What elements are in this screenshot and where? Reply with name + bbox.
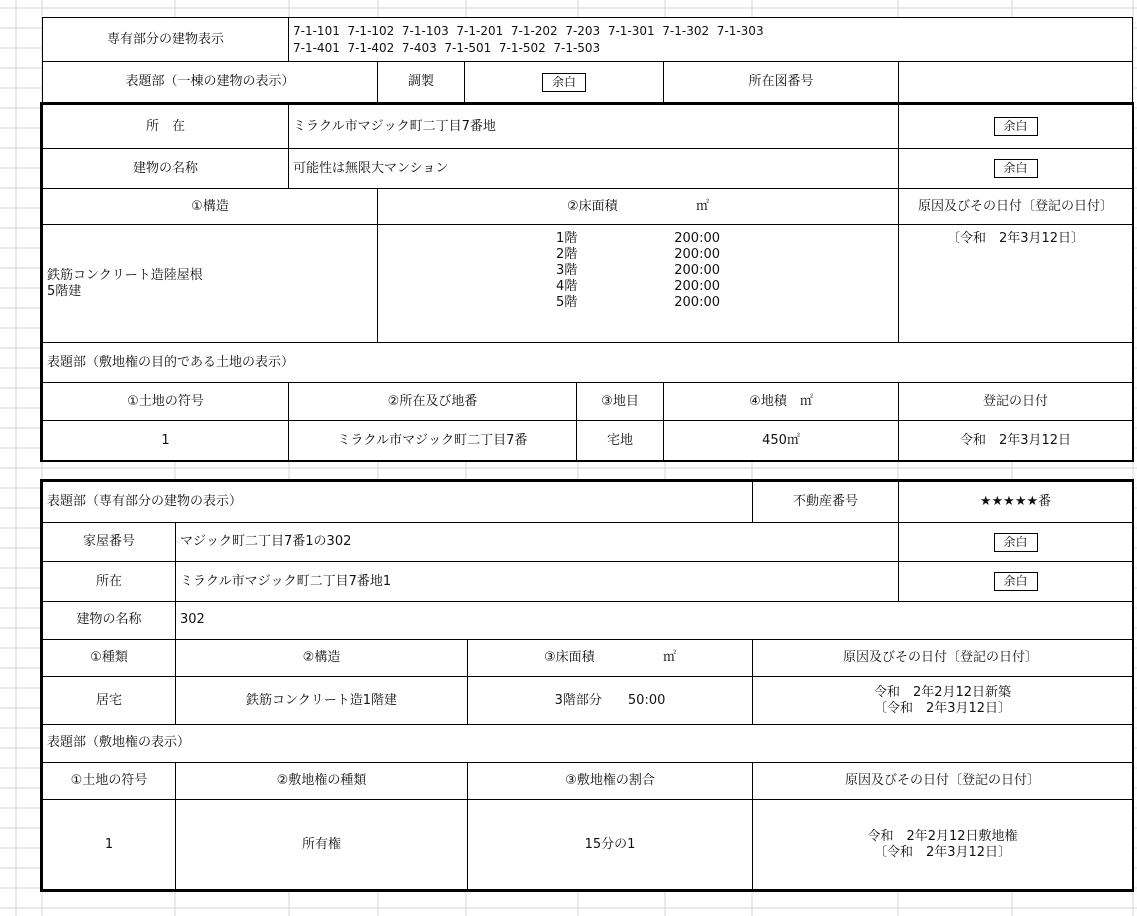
land-category: 宅地 <box>577 421 664 461</box>
floor-area-unit: ㎡ <box>695 198 709 214</box>
structure-value <box>43 225 378 343</box>
unit-location-blank-stamp: 余白 <box>994 572 1038 591</box>
cause-header: 原因及びその日付〔登記の日付〕 <box>899 189 1133 225</box>
whole-building-title: 表題部（一棟の建物の表示） <box>43 62 378 103</box>
building-units-header <box>42 17 1132 102</box>
building-name-label: 建物の名称 <box>43 149 289 189</box>
floor-area: 200:00 <box>674 295 720 310</box>
land-date: 令和 2年3月12日 <box>899 421 1133 461</box>
house-no-value: マジック町二丁目7番1の302 <box>176 522 899 562</box>
site-type: 所有権 <box>176 800 468 890</box>
unit-floor-area-unit: ㎡ <box>662 649 676 665</box>
land-header-date: 登記の日付 <box>899 383 1133 421</box>
site-right-section-title: 表題部（敷地権の表示） <box>43 725 1133 763</box>
floor-row <box>382 263 894 279</box>
floor-label: 2階 <box>556 247 578 262</box>
building-name-blank-stamp: 余白 <box>994 159 1038 178</box>
building-name-blank-cell <box>899 149 1133 189</box>
unit-kind: 居宅 <box>43 677 176 725</box>
structure-header: ①構造 <box>43 189 378 225</box>
floor-area-header <box>378 189 899 225</box>
floor-area: 200:00 <box>674 263 720 278</box>
unit-cause-line-1: 令和 2年2月12日新築 <box>873 684 1012 700</box>
unit-section-title: 表題部（専有部分の建物の表示） <box>43 482 753 523</box>
floor-area: 200:00 <box>674 279 720 294</box>
unit-header-floor-area <box>468 639 753 677</box>
whole-building-section <box>40 102 1134 462</box>
unit-header-cause: 原因及びその日付〔登記の日付〕 <box>753 639 1133 677</box>
map-number-value <box>899 62 1133 103</box>
unit-cause-line-2: 〔令和 2年3月12日〕 <box>873 700 1012 716</box>
structure-line-2: 5階建 <box>47 283 82 299</box>
unit-location-label: 所在 <box>43 562 176 602</box>
unit-location-value: ミラクル市マジック町二丁目7番地1 <box>176 562 899 602</box>
floor-label: 5階 <box>556 295 578 310</box>
floor-label: 1階 <box>556 231 578 246</box>
real-estate-no-value: ★★★★★番 <box>899 482 1133 523</box>
site-header-code: ①土地の符号 <box>43 762 176 800</box>
site-header-ratio: ③敷地権の割合 <box>468 762 753 800</box>
floor-area-header-label: ②床面積 <box>567 198 618 214</box>
land-section-title: 表題部（敷地権の目的である土地の表示） <box>43 343 1133 383</box>
unit-location-blank-cell <box>899 562 1133 602</box>
chousei-cell <box>465 62 664 103</box>
floor-area: 200:00 <box>674 247 720 262</box>
map-number-label: 所在図番号 <box>664 62 899 103</box>
unit-name-label: 建物の名称 <box>43 601 176 639</box>
house-no-blank-stamp: 余白 <box>994 533 1038 552</box>
rooms-label: 専有部分の建物表示 <box>43 18 289 62</box>
land-code: 1 <box>43 421 289 461</box>
building-name-value: 可能性は無限大マンション <box>289 149 899 189</box>
cause-value: 〔令和 2年3月12日〕 <box>899 225 1133 343</box>
site-code: 1 <box>43 800 176 890</box>
site-cause <box>753 800 1133 890</box>
structure-line-1: 鉄筋コンクリート造陸屋根 <box>47 267 203 283</box>
house-no-label: 家屋番号 <box>43 522 176 562</box>
site-ratio: 15分の1 <box>468 800 753 890</box>
land-header-area: ④地積 ㎡ <box>664 383 899 421</box>
site-cause-line-2: 〔令和 2年3月12日〕 <box>873 844 1012 860</box>
rooms-list <box>289 18 1133 62</box>
location-value: ミラクル市マジック町二丁目7番地 <box>289 105 899 149</box>
unit-header-structure: ②構造 <box>176 639 468 677</box>
unit-section <box>40 479 1134 892</box>
site-header-type: ②敷地権の種類 <box>176 762 468 800</box>
land-header-category: ③地目 <box>577 383 664 421</box>
real-estate-no-label: 不動産番号 <box>753 482 899 523</box>
land-header-code: ①土地の符号 <box>43 383 289 421</box>
unit-header-kind: ①種類 <box>43 639 176 677</box>
floor-row <box>382 247 894 263</box>
site-cause-line-1: 令和 2年2月12日敷地権 <box>867 828 1018 844</box>
unit-floor-area: 3階部分 50:00 <box>468 677 753 725</box>
floor-label: 3階 <box>556 263 578 278</box>
floor-areas <box>378 225 899 343</box>
unit-floor-area-label: ③床面積 <box>544 649 595 665</box>
land-header-location: ②所在及び地番 <box>289 383 577 421</box>
site-header-cause: 原因及びその日付〔登記の日付〕 <box>753 762 1133 800</box>
floor-label: 4階 <box>556 279 578 294</box>
unit-cause <box>753 677 1133 725</box>
unit-structure: 鉄筋コンクリート造1階建 <box>176 677 468 725</box>
floor-row <box>382 295 894 311</box>
land-location: ミラクル市マジック町二丁目7番 <box>289 421 577 461</box>
floor-area: 200:00 <box>674 231 720 246</box>
chousei-label: 調製 <box>378 62 465 103</box>
unit-name-value: 302 <box>176 601 1133 639</box>
floor-row <box>382 231 894 247</box>
rooms-line-2: 7-1-401 7-1-402 7-403 7-1-501 7-1-502 7-1-503 <box>293 40 601 55</box>
location-blank-cell <box>899 105 1133 149</box>
land-area: 450㎡ <box>664 421 899 461</box>
location-blank-stamp: 余白 <box>994 117 1038 136</box>
house-no-blank-cell <box>899 522 1133 562</box>
rooms-line-1: 7-1-101 7-1-102 7-1-103 7-1-201 7-1-202 7-203 7-1-301 7-1-302 7-1-303 <box>293 23 764 38</box>
location-label: 所 在 <box>43 105 289 149</box>
chousei-blank-stamp: 余白 <box>542 73 586 92</box>
floor-row <box>382 279 894 295</box>
